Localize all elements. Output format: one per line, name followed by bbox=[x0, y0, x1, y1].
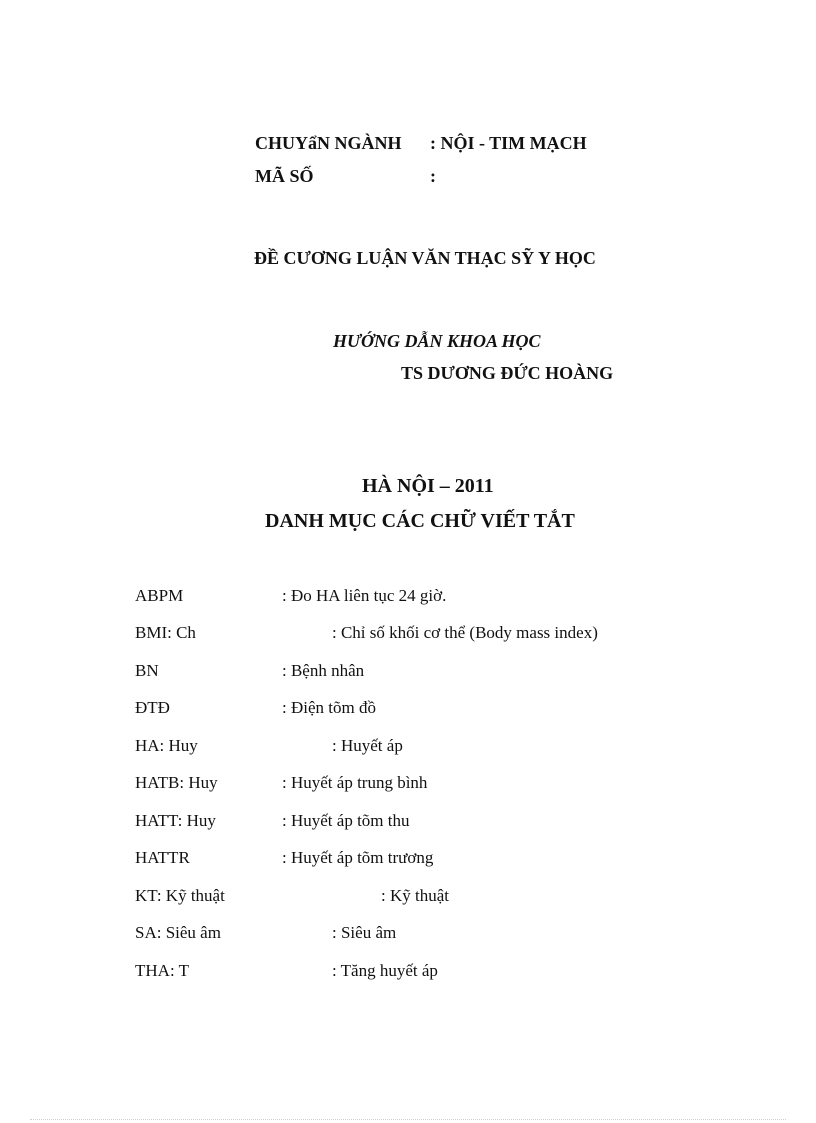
abbrev-definition: : Điện tõm đồ bbox=[282, 698, 376, 717]
code-label: MÃ SỐ bbox=[255, 166, 314, 186]
abbrev-term: HA: Huy bbox=[135, 736, 198, 755]
major-label: CHUYẩN NGÀNH bbox=[255, 133, 402, 153]
abbrev-term: BN bbox=[135, 661, 159, 680]
advisor-name: TS DƯƠNG ĐỨC HOÀNG bbox=[401, 363, 614, 383]
thesis-title: ĐỀ CƯƠNG LUẬN VĂN THẠC SỸ Y HỌC bbox=[254, 248, 596, 268]
abbrev-term: KT: Kỹ thuật bbox=[135, 886, 225, 905]
abbrev-term: BMI: Ch bbox=[135, 623, 196, 642]
page-bottom-divider bbox=[30, 1119, 786, 1120]
abbrev-term: HATB: Huy bbox=[135, 773, 218, 792]
abbrev-definition: : Huyết áp tõm trương bbox=[282, 848, 434, 867]
abbrev-definition: : Siêu âm bbox=[332, 923, 397, 942]
place-year: HÀ NỘI – 2011 bbox=[362, 475, 494, 497]
abbrev-term: ĐTĐ bbox=[135, 698, 170, 717]
abbrev-term: HATT: Huy bbox=[135, 811, 216, 830]
major-value: : NỘI - TIM MẠCH bbox=[430, 133, 587, 153]
abbrev-definition: : Đo HA liên tục 24 giờ. bbox=[282, 586, 447, 605]
advisor-heading: HƯỚNG DẪN KHOA HỌC bbox=[333, 331, 541, 351]
abbrev-term: ABPM bbox=[135, 586, 184, 605]
abbrev-term: SA: Siêu âm bbox=[135, 923, 221, 942]
abbrev-definition: : Chỉ số khối cơ thể (Body mass index) bbox=[332, 623, 598, 642]
abbrev-term: THA: T bbox=[135, 961, 189, 980]
code-value: : bbox=[430, 166, 436, 186]
abbrev-definition: : Kỹ thuật bbox=[381, 886, 449, 905]
abbrev-definition: : Huyết áp trung bình bbox=[282, 773, 428, 792]
abbrev-term: HATTR bbox=[135, 848, 190, 867]
abbrev-definition: : Huyết áp bbox=[332, 736, 403, 755]
abbrev-definition: : Bệnh nhân bbox=[282, 661, 365, 680]
abbreviations-heading: DANH MỤC CÁC CHỮ VIẾT TẮT bbox=[265, 510, 575, 532]
abbrev-definition: : Huyết áp tõm thu bbox=[282, 811, 410, 830]
abbrev-definition: : Tăng huyết áp bbox=[332, 961, 438, 980]
